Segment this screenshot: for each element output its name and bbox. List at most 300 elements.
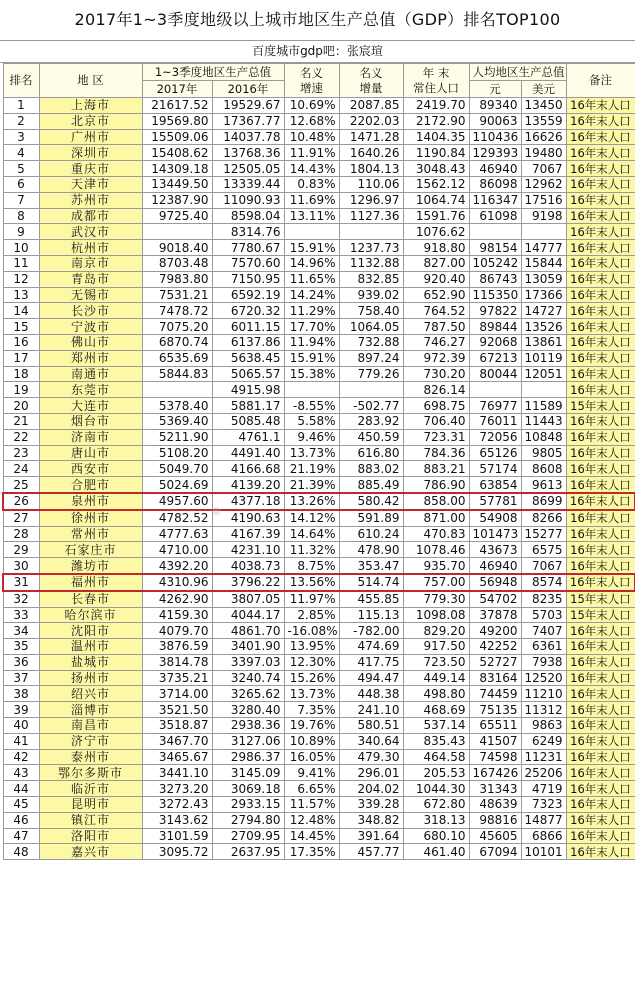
note-cell: 16年末人口: [566, 161, 635, 177]
per-capita-yuan-cell: 89844: [469, 319, 521, 335]
city-cell: 东莞市: [39, 382, 142, 398]
header-usd: 美元: [521, 81, 566, 98]
nominal-rate-cell: 2.85%: [284, 607, 339, 623]
per-capita-yuan-cell: 92068: [469, 334, 521, 350]
header-2017: 2017年: [142, 81, 212, 98]
nominal-increase-cell: 204.02: [339, 781, 403, 797]
per-capita-yuan-cell: 86098: [469, 176, 521, 192]
note-cell: 16年末人口: [566, 654, 635, 670]
gdp-2017-cell: 5108.20: [142, 445, 212, 461]
per-capita-yuan-cell: 105242: [469, 255, 521, 271]
note-cell: 16年末人口: [566, 828, 635, 844]
note-cell: 16年末人口: [566, 797, 635, 813]
per-capita-usd-cell: 11210: [521, 686, 566, 702]
rank-cell: 38: [3, 686, 39, 702]
per-capita-usd-cell: [521, 224, 566, 240]
per-capita-yuan-cell: 101473: [469, 526, 521, 542]
gdp-2016-cell: 2938.36: [212, 718, 284, 734]
per-capita-yuan-cell: 74598: [469, 749, 521, 765]
nominal-increase-cell: 110.06: [339, 176, 403, 192]
per-capita-usd-cell: 7067: [521, 558, 566, 574]
population-cell: 680.10: [403, 828, 469, 844]
table-row: [3, 319, 635, 335]
gdp-2017-cell: 3441.10: [142, 765, 212, 781]
note-cell: 16年末人口: [566, 382, 635, 398]
table-row: [3, 639, 635, 655]
table-row: [3, 828, 635, 844]
table-row: [3, 749, 635, 765]
nominal-increase-cell: -782.00: [339, 623, 403, 639]
nominal-increase-cell: 514.74: [339, 574, 403, 591]
gdp-2017-cell: 4957.60: [142, 493, 212, 510]
nominal-increase-cell: 1804.13: [339, 161, 403, 177]
table-row: [3, 334, 635, 350]
gdp-2017-cell: 4782.52: [142, 510, 212, 526]
city-cell: 杭州市: [39, 240, 142, 256]
rank-cell: 26: [3, 493, 39, 510]
rank-cell: 44: [3, 781, 39, 797]
per-capita-yuan-cell: 57174: [469, 461, 521, 477]
gdp-2017-cell: 7531.21: [142, 287, 212, 303]
per-capita-yuan-cell: 67213: [469, 350, 521, 366]
nominal-rate-cell: 11.65%: [284, 271, 339, 287]
header-note: 备注: [566, 64, 635, 98]
nominal-rate-cell: -8.55%: [284, 398, 339, 414]
rank-cell: 5: [3, 161, 39, 177]
nominal-increase-cell: [339, 224, 403, 240]
nominal-increase-cell: 2087.85: [339, 98, 403, 114]
nominal-rate-cell: 10.69%: [284, 98, 339, 114]
city-cell: 泉州市: [39, 493, 142, 510]
header-gdp-group: 1~3季度地区生产总值: [142, 64, 284, 81]
rank-cell: 8: [3, 208, 39, 224]
note-cell: 16年末人口: [566, 287, 635, 303]
per-capita-usd-cell: 13559: [521, 113, 566, 129]
population-cell: 1076.62: [403, 224, 469, 240]
per-capita-usd-cell: 10848: [521, 429, 566, 445]
per-capita-yuan-cell: 72056: [469, 429, 521, 445]
rank-cell: 36: [3, 654, 39, 670]
note-cell: 16年末人口: [566, 733, 635, 749]
rank-cell: 27: [3, 510, 39, 526]
gdp-2017-cell: 5049.70: [142, 461, 212, 477]
city-cell: 无锡市: [39, 287, 142, 303]
per-capita-yuan-cell: 46940: [469, 558, 521, 574]
nominal-rate-cell: 8.75%: [284, 558, 339, 574]
nominal-increase-cell: 478.90: [339, 542, 403, 558]
city-cell: 北京市: [39, 113, 142, 129]
city-cell: 福州市: [39, 574, 142, 591]
rank-cell: 21: [3, 413, 39, 429]
rank-cell: 19: [3, 382, 39, 398]
nominal-rate-cell: 17.35%: [284, 844, 339, 860]
rank-cell: 46: [3, 812, 39, 828]
per-capita-yuan-cell: 57781: [469, 493, 521, 510]
per-capita-usd-cell: 9805: [521, 445, 566, 461]
table-row: [3, 382, 635, 398]
gdp-2017-cell: 7075.20: [142, 319, 212, 335]
note-cell: 15年末人口: [566, 607, 635, 623]
gdp-2017-cell: 5378.40: [142, 398, 212, 414]
note-cell: 16年末人口: [566, 271, 635, 287]
nominal-increase-cell: 283.92: [339, 413, 403, 429]
nominal-increase-cell: 241.10: [339, 702, 403, 718]
gdp-2017-cell: 3814.78: [142, 654, 212, 670]
population-cell: 723.31: [403, 429, 469, 445]
nominal-increase-cell: 494.47: [339, 670, 403, 686]
population-cell: 918.80: [403, 240, 469, 256]
nominal-rate-cell: 9.46%: [284, 429, 339, 445]
table-row: [3, 98, 635, 114]
gdp-2017-cell: 5844.83: [142, 366, 212, 382]
city-cell: 成都市: [39, 208, 142, 224]
per-capita-usd-cell: 9863: [521, 718, 566, 734]
nominal-increase-cell: 610.24: [339, 526, 403, 542]
city-cell: 深圳市: [39, 145, 142, 161]
rank-cell: 34: [3, 623, 39, 639]
population-cell: 2172.90: [403, 113, 469, 129]
gdp-2016-cell: 6592.19: [212, 287, 284, 303]
nominal-rate-cell: 11.32%: [284, 542, 339, 558]
nominal-increase-cell: 1471.28: [339, 129, 403, 145]
city-cell: 临沂市: [39, 781, 142, 797]
city-cell: 武汉市: [39, 224, 142, 240]
per-capita-usd-cell: 7067: [521, 161, 566, 177]
rank-cell: 31: [3, 574, 39, 591]
per-capita-usd-cell: 11589: [521, 398, 566, 414]
nominal-increase-cell: 939.02: [339, 287, 403, 303]
per-capita-yuan-cell: 86743: [469, 271, 521, 287]
gdp-2017-cell: 3143.62: [142, 812, 212, 828]
nominal-rate-cell: 11.69%: [284, 192, 339, 208]
city-cell: 烟台市: [39, 413, 142, 429]
table-row: [3, 526, 635, 542]
population-cell: 464.58: [403, 749, 469, 765]
note-cell: 16年末人口: [566, 413, 635, 429]
gdp-2016-cell: 7780.67: [212, 240, 284, 256]
gdp-2017-cell: 3272.43: [142, 797, 212, 813]
rank-cell: 17: [3, 350, 39, 366]
rank-cell: 35: [3, 639, 39, 655]
note-cell: 16年末人口: [566, 429, 635, 445]
population-cell: 698.75: [403, 398, 469, 414]
per-capita-usd-cell: 6361: [521, 639, 566, 655]
nominal-increase-cell: 580.51: [339, 718, 403, 734]
gdp-2016-cell: 2986.37: [212, 749, 284, 765]
nominal-rate-cell: 15.91%: [284, 350, 339, 366]
rank-cell: 43: [3, 765, 39, 781]
gdp-2016-cell: 12505.05: [212, 161, 284, 177]
rank-cell: 24: [3, 461, 39, 477]
city-cell: 泰州市: [39, 749, 142, 765]
rank-cell: 48: [3, 844, 39, 860]
population-cell: 1078.46: [403, 542, 469, 558]
per-capita-usd-cell: 5703: [521, 607, 566, 623]
note-cell: 16年末人口: [566, 176, 635, 192]
nominal-rate-cell: 11.57%: [284, 797, 339, 813]
table-row: [3, 271, 635, 287]
rank-cell: 15: [3, 319, 39, 335]
nominal-increase-cell: 348.82: [339, 812, 403, 828]
nominal-increase-cell: 897.24: [339, 350, 403, 366]
city-cell: 盐城市: [39, 654, 142, 670]
table-row: [3, 350, 635, 366]
gdp-2016-cell: 13339.44: [212, 176, 284, 192]
nominal-increase-cell: 1064.05: [339, 319, 403, 335]
nominal-increase-cell: 616.80: [339, 445, 403, 461]
page-subtitle: 百度城市gdp吧：张宸瑄: [0, 41, 635, 63]
gdp-2017-cell: 4392.20: [142, 558, 212, 574]
city-cell: 济宁市: [39, 733, 142, 749]
city-cell: 温州市: [39, 639, 142, 655]
population-cell: 1044.30: [403, 781, 469, 797]
per-capita-yuan-cell: 41507: [469, 733, 521, 749]
city-cell: 长沙市: [39, 303, 142, 319]
city-cell: 鄂尔多斯市: [39, 765, 142, 781]
nominal-increase-cell: 732.88: [339, 334, 403, 350]
rank-cell: 1: [3, 98, 39, 114]
gdp-2017-cell: 9018.40: [142, 240, 212, 256]
per-capita-yuan-cell: 90063: [469, 113, 521, 129]
gdp-2016-cell: 5881.17: [212, 398, 284, 414]
population-cell: 723.50: [403, 654, 469, 670]
note-cell: 16年末人口: [566, 366, 635, 382]
city-cell: 潍坊市: [39, 558, 142, 574]
population-cell: 706.40: [403, 413, 469, 429]
gdp-2016-cell: 4761.1: [212, 429, 284, 445]
table-row: [3, 797, 635, 813]
per-capita-usd-cell: 13059: [521, 271, 566, 287]
table-row: [3, 812, 635, 828]
nominal-rate-cell: 13.73%: [284, 445, 339, 461]
nominal-rate-cell: 12.48%: [284, 812, 339, 828]
rank-cell: 9: [3, 224, 39, 240]
gdp-2017-cell: [142, 382, 212, 398]
table-row: [3, 623, 635, 639]
rank-cell: 4: [3, 145, 39, 161]
note-cell: 16年末人口: [566, 526, 635, 542]
nominal-increase-cell: 885.49: [339, 477, 403, 493]
table-row: [3, 765, 635, 781]
population-cell: 730.20: [403, 366, 469, 382]
note-cell: 16年末人口: [566, 670, 635, 686]
rank-cell: 16: [3, 334, 39, 350]
per-capita-usd-cell: 7323: [521, 797, 566, 813]
per-capita-usd-cell: 25206: [521, 765, 566, 781]
note-cell: 16年末人口: [566, 542, 635, 558]
watermark-icon: ◎: [212, 506, 221, 517]
table-body: [3, 98, 635, 860]
gdp-2016-cell: 2933.15: [212, 797, 284, 813]
table-row: [3, 781, 635, 797]
rank-cell: 37: [3, 670, 39, 686]
city-cell: 重庆市: [39, 161, 142, 177]
city-cell: 长春市: [39, 591, 142, 607]
city-cell: 南京市: [39, 255, 142, 271]
table-row: [3, 176, 635, 192]
nominal-increase-cell: 457.77: [339, 844, 403, 860]
per-capita-usd-cell: 8699: [521, 493, 566, 510]
nominal-increase-cell: 455.85: [339, 591, 403, 607]
city-cell: 郑州市: [39, 350, 142, 366]
table-row: [3, 493, 635, 510]
nominal-rate-cell: [284, 224, 339, 240]
note-cell: 16年末人口: [566, 145, 635, 161]
rank-cell: 11: [3, 255, 39, 271]
per-capita-usd-cell: 6575: [521, 542, 566, 558]
gdp-2017-cell: 4262.90: [142, 591, 212, 607]
per-capita-yuan-cell: 52727: [469, 654, 521, 670]
note-cell: 16年末人口: [566, 477, 635, 493]
per-capita-usd-cell: 11443: [521, 413, 566, 429]
nominal-increase-cell: 340.64: [339, 733, 403, 749]
nominal-rate-cell: 13.56%: [284, 574, 339, 591]
population-cell: 652.90: [403, 287, 469, 303]
note-cell: 16年末人口: [566, 574, 635, 591]
nominal-rate-cell: 21.39%: [284, 477, 339, 493]
nominal-increase-cell: 474.69: [339, 639, 403, 655]
gdp-2016-cell: 4915.98: [212, 382, 284, 398]
gdp-2016-cell: 3401.90: [212, 639, 284, 655]
rank-cell: 3: [3, 129, 39, 145]
nominal-rate-cell: 14.24%: [284, 287, 339, 303]
population-cell: 746.27: [403, 334, 469, 350]
per-capita-usd-cell: 12962: [521, 176, 566, 192]
city-cell: 佛山市: [39, 334, 142, 350]
table-row: [3, 113, 635, 129]
city-cell: 徐州市: [39, 510, 142, 526]
population-cell: 1404.35: [403, 129, 469, 145]
city-cell: 天津市: [39, 176, 142, 192]
note-cell: 16年末人口: [566, 461, 635, 477]
rank-cell: 32: [3, 591, 39, 607]
gdp-2016-cell: 3807.05: [212, 591, 284, 607]
rank-cell: 45: [3, 797, 39, 813]
gdp-2016-cell: 11090.93: [212, 192, 284, 208]
per-capita-usd-cell: 14877: [521, 812, 566, 828]
per-capita-usd-cell: 11312: [521, 702, 566, 718]
table-row: [3, 477, 635, 493]
table-row: [3, 510, 635, 526]
gdp-2017-cell: 6870.74: [142, 334, 212, 350]
gdp-2017-cell: 7478.72: [142, 303, 212, 319]
nominal-rate-cell: 5.58%: [284, 413, 339, 429]
gdp-2016-cell: 3280.40: [212, 702, 284, 718]
gdp-2016-cell: 3127.06: [212, 733, 284, 749]
nominal-increase-cell: 479.30: [339, 749, 403, 765]
nominal-rate-cell: 7.35%: [284, 702, 339, 718]
per-capita-yuan-cell: 116347: [469, 192, 521, 208]
population-cell: 858.00: [403, 493, 469, 510]
per-capita-usd-cell: 14777: [521, 240, 566, 256]
gdp-2017-cell: 13449.50: [142, 176, 212, 192]
gdp-2016-cell: 7570.60: [212, 255, 284, 271]
nominal-rate-cell: 14.96%: [284, 255, 339, 271]
note-cell: 16年末人口: [566, 718, 635, 734]
population-cell: 1190.84: [403, 145, 469, 161]
gdp-2016-cell: 4377.18: [212, 493, 284, 510]
per-capita-usd-cell: 8235: [521, 591, 566, 607]
city-cell: 西安市: [39, 461, 142, 477]
city-cell: 扬州市: [39, 670, 142, 686]
nominal-rate-cell: 15.26%: [284, 670, 339, 686]
nominal-increase-cell: 591.89: [339, 510, 403, 526]
gdp-2016-cell: 3265.62: [212, 686, 284, 702]
table-row: [3, 366, 635, 382]
nominal-rate-cell: 10.89%: [284, 733, 339, 749]
nominal-rate-cell: 11.97%: [284, 591, 339, 607]
table-row: [3, 224, 635, 240]
population-cell: 672.80: [403, 797, 469, 813]
rank-cell: 7: [3, 192, 39, 208]
population-cell: 757.00: [403, 574, 469, 591]
table-row: [3, 574, 635, 591]
gdp-2017-cell: 3521.50: [142, 702, 212, 718]
population-cell: 779.30: [403, 591, 469, 607]
per-capita-usd-cell: 9613: [521, 477, 566, 493]
nominal-rate-cell: 11.94%: [284, 334, 339, 350]
population-cell: 935.70: [403, 558, 469, 574]
note-cell: 16年末人口: [566, 240, 635, 256]
per-capita-usd-cell: 12520: [521, 670, 566, 686]
nominal-increase-cell: 391.64: [339, 828, 403, 844]
rank-cell: 39: [3, 702, 39, 718]
gdp-2017-cell: 5024.69: [142, 477, 212, 493]
population-cell: 1064.74: [403, 192, 469, 208]
gdp-2017-cell: [142, 224, 212, 240]
city-cell: 绍兴市: [39, 686, 142, 702]
nominal-rate-cell: 19.76%: [284, 718, 339, 734]
per-capita-usd-cell: 15844: [521, 255, 566, 271]
population-cell: 2419.70: [403, 98, 469, 114]
city-cell: 石家庄市: [39, 542, 142, 558]
city-cell: 南昌市: [39, 718, 142, 734]
gdp-2016-cell: 4190.63: [212, 510, 284, 526]
per-capita-usd-cell: 11231: [521, 749, 566, 765]
gdp-2016-cell: 6720.32: [212, 303, 284, 319]
table-row: [3, 129, 635, 145]
note-cell: 16年末人口: [566, 192, 635, 208]
rank-cell: 42: [3, 749, 39, 765]
rank-cell: 29: [3, 542, 39, 558]
note-cell: 16年末人口: [566, 702, 635, 718]
header-per-capita-group: 人均地区生产总值: [469, 64, 566, 81]
gdp-2017-cell: 7983.80: [142, 271, 212, 287]
population-cell: 1098.08: [403, 607, 469, 623]
nominal-rate-cell: 12.30%: [284, 654, 339, 670]
population-cell: 829.20: [403, 623, 469, 639]
header-year-end-pop: 年 末 常住人口: [403, 64, 469, 98]
nominal-rate-cell: 14.12%: [284, 510, 339, 526]
gdp-2017-cell: 3467.70: [142, 733, 212, 749]
rank-cell: 23: [3, 445, 39, 461]
gdp-2017-cell: 3518.87: [142, 718, 212, 734]
nominal-increase-cell: 1237.73: [339, 240, 403, 256]
population-cell: 537.14: [403, 718, 469, 734]
per-capita-usd-cell: 14727: [521, 303, 566, 319]
per-capita-usd-cell: 15277: [521, 526, 566, 542]
note-cell: 16年末人口: [566, 98, 635, 114]
nominal-rate-cell: 0.83%: [284, 176, 339, 192]
city-cell: 南通市: [39, 366, 142, 382]
rank-cell: 40: [3, 718, 39, 734]
nominal-rate-cell: 17.70%: [284, 319, 339, 335]
gdp-2017-cell: 3273.20: [142, 781, 212, 797]
gdp-2017-cell: 21617.52: [142, 98, 212, 114]
per-capita-yuan-cell: 76011: [469, 413, 521, 429]
city-cell: 沈阳市: [39, 623, 142, 639]
nominal-rate-cell: -16.08%: [284, 623, 339, 639]
